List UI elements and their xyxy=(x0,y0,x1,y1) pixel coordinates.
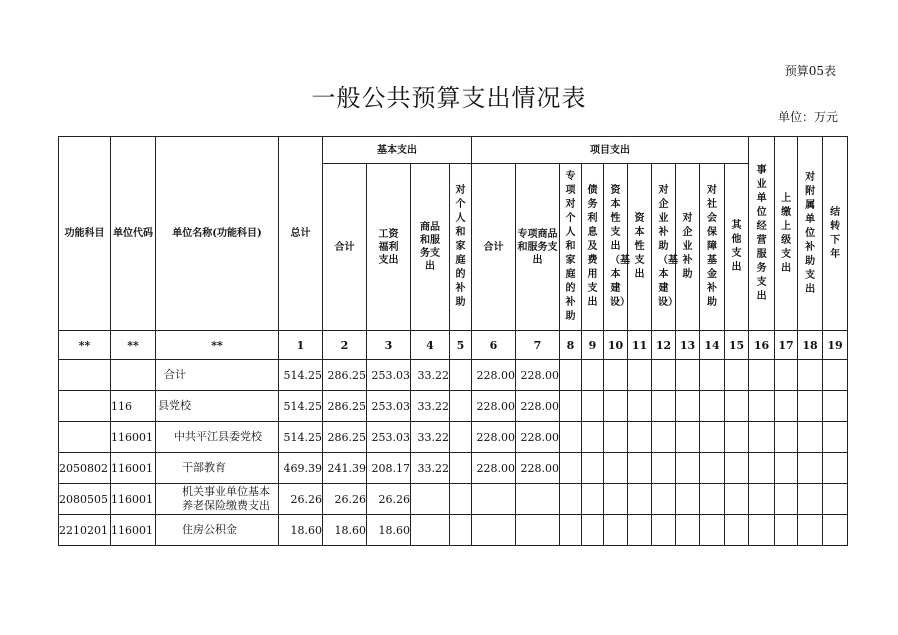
value-cell-b-total: 286.25 xyxy=(323,391,367,422)
empty-cell xyxy=(725,360,749,391)
index-cell: 16 xyxy=(749,331,775,360)
empty-cell xyxy=(823,484,848,515)
table-row xyxy=(59,484,848,515)
empty-cell xyxy=(628,360,652,391)
header-p-ent-sub: 对企业补助（基本建设） xyxy=(652,164,676,331)
empty-cell xyxy=(676,453,700,484)
empty-cell xyxy=(823,515,848,546)
header-basic-group: 基本支出 xyxy=(323,137,472,164)
header-p-family: 专项对个人和家庭的补助 xyxy=(560,164,582,331)
value-cell-p-goods xyxy=(516,515,560,546)
index-cell: 5 xyxy=(450,331,472,360)
empty-cell xyxy=(749,515,775,546)
empty-cell xyxy=(798,422,823,453)
header-unitname: 单位名称(功能科目) xyxy=(156,137,279,331)
index-cell: 6 xyxy=(472,331,516,360)
value-cell-total: 18.60 xyxy=(279,515,323,546)
empty-cell xyxy=(775,515,798,546)
index-cell: 2 xyxy=(323,331,367,360)
empty-cell xyxy=(676,360,700,391)
value-cell-b-total: 18.60 xyxy=(323,515,367,546)
value-cell-b-family xyxy=(450,515,472,546)
value-cell-b-goods xyxy=(411,484,450,515)
func-code-cell: 2080505 xyxy=(59,484,111,515)
empty-cell xyxy=(604,453,628,484)
value-cell-total: 469.39 xyxy=(279,453,323,484)
table-row xyxy=(59,453,848,484)
unit-code-cell xyxy=(111,360,156,391)
empty-cell xyxy=(582,391,604,422)
empty-cell xyxy=(749,484,775,515)
empty-cell xyxy=(823,453,848,484)
empty-cell xyxy=(775,360,798,391)
empty-cell xyxy=(676,484,700,515)
header-p-capital: 资本性支出（基本建设） xyxy=(604,164,628,331)
value-cell-b-family xyxy=(450,484,472,515)
value-cell-b-total: 286.25 xyxy=(323,422,367,453)
value-cell-p-total xyxy=(472,515,516,546)
empty-cell xyxy=(775,484,798,515)
unit-code-cell: 116001 xyxy=(111,453,156,484)
empty-cell xyxy=(582,360,604,391)
empty-cell xyxy=(700,453,725,484)
empty-cell xyxy=(652,360,676,391)
header-unitcode: 单位代码 xyxy=(111,137,156,331)
value-cell-total: 514.25 xyxy=(279,360,323,391)
unit-name-cell: 合计 xyxy=(156,360,279,391)
empty-cell xyxy=(628,515,652,546)
index-cell: 1 xyxy=(279,331,323,360)
header-carry: 结转下年 xyxy=(823,137,848,331)
empty-cell xyxy=(700,515,725,546)
unit-name-cell: 中共平江县委党校 xyxy=(156,422,279,453)
empty-cell xyxy=(676,391,700,422)
header-p-capital2: 资本性支出 xyxy=(628,164,652,331)
index-cell: 17 xyxy=(775,331,798,360)
index-cell: ** xyxy=(59,331,111,360)
empty-cell xyxy=(604,515,628,546)
empty-cell xyxy=(604,360,628,391)
value-cell-p-goods: 228.00 xyxy=(516,391,560,422)
header-total: 总计 xyxy=(279,137,323,331)
header-op: 事业单位经营服务支出 xyxy=(749,137,775,331)
header-b-family: 对个人和家庭的补助 xyxy=(450,164,472,331)
empty-cell xyxy=(652,453,676,484)
header-p-debt: 债务利息及费用支出 xyxy=(582,164,604,331)
empty-cell xyxy=(749,360,775,391)
index-cell: 14 xyxy=(700,331,725,360)
table-row xyxy=(59,360,848,391)
empty-cell xyxy=(652,484,676,515)
empty-cell xyxy=(582,453,604,484)
header-affil: 对附属单位补助支出 xyxy=(798,137,823,331)
empty-cell xyxy=(700,422,725,453)
func-code-cell xyxy=(59,422,111,453)
empty-cell xyxy=(628,453,652,484)
empty-cell xyxy=(749,422,775,453)
unit-code-cell: 116001 xyxy=(111,484,156,515)
value-cell-b-wage: 26.26 xyxy=(367,484,411,515)
empty-cell xyxy=(775,391,798,422)
table-row xyxy=(59,422,848,453)
empty-cell xyxy=(604,391,628,422)
index-cell: 8 xyxy=(560,331,582,360)
index-cell: 4 xyxy=(411,331,450,360)
empty-cell xyxy=(823,360,848,391)
empty-cell xyxy=(798,360,823,391)
header-upper: 上缴上级支出 xyxy=(775,137,798,331)
empty-cell xyxy=(725,515,749,546)
empty-cell xyxy=(560,484,582,515)
empty-cell xyxy=(604,484,628,515)
header-p-goods: 专项商品和服务支出 xyxy=(516,164,560,331)
value-cell-p-total: 228.00 xyxy=(472,453,516,484)
index-cell: 9 xyxy=(582,331,604,360)
index-cell: 13 xyxy=(676,331,700,360)
value-cell-b-wage: 253.03 xyxy=(367,422,411,453)
value-cell-p-total xyxy=(472,484,516,515)
value-cell-p-goods xyxy=(516,484,560,515)
empty-cell xyxy=(652,422,676,453)
func-code-cell xyxy=(59,360,111,391)
empty-cell xyxy=(700,484,725,515)
func-code-cell: 2050802 xyxy=(59,453,111,484)
empty-cell xyxy=(628,391,652,422)
value-cell-b-total: 241.39 xyxy=(323,453,367,484)
table-row xyxy=(59,515,848,546)
empty-cell xyxy=(676,515,700,546)
header-b-total: 合计 xyxy=(323,164,367,331)
value-cell-p-total: 228.00 xyxy=(472,391,516,422)
empty-cell xyxy=(652,515,676,546)
empty-cell xyxy=(775,453,798,484)
empty-cell xyxy=(700,391,725,422)
empty-cell xyxy=(604,422,628,453)
empty-cell xyxy=(628,484,652,515)
table-body xyxy=(59,360,848,546)
value-cell-b-family xyxy=(450,360,472,391)
empty-cell xyxy=(798,515,823,546)
index-cell: ** xyxy=(156,331,279,360)
func-code-cell: 2210201 xyxy=(59,515,111,546)
empty-cell xyxy=(749,453,775,484)
empty-cell xyxy=(749,391,775,422)
empty-cell xyxy=(725,391,749,422)
empty-cell xyxy=(725,422,749,453)
header-b-goods: 商品和服务支出 xyxy=(411,164,450,331)
header-b-wage: 工资福利支出 xyxy=(367,164,411,331)
value-cell-b-family xyxy=(450,453,472,484)
empty-cell xyxy=(700,360,725,391)
empty-cell xyxy=(798,484,823,515)
index-cell: 18 xyxy=(798,331,823,360)
unit-name-cell: 县党校 xyxy=(156,391,279,422)
empty-cell xyxy=(560,422,582,453)
value-cell-b-wage: 253.03 xyxy=(367,391,411,422)
unit-label: 单位：万元 xyxy=(777,110,838,124)
value-cell-b-total: 286.25 xyxy=(323,360,367,391)
index-cell: 10 xyxy=(604,331,628,360)
value-cell-total: 26.26 xyxy=(279,484,323,515)
empty-cell xyxy=(582,422,604,453)
header-func: 功能科目 xyxy=(59,137,111,331)
value-cell-b-wage: 253.03 xyxy=(367,360,411,391)
empty-cell xyxy=(798,453,823,484)
header-p-social: 对社会保障基金补助 xyxy=(700,164,725,331)
index-cell: 3 xyxy=(367,331,411,360)
unit-name-cell: 住房公积金 xyxy=(156,515,279,546)
unit-code-cell: 116 xyxy=(111,391,156,422)
index-cell: 11 xyxy=(628,331,652,360)
value-cell-b-wage: 208.17 xyxy=(367,453,411,484)
value-cell-b-total: 26.26 xyxy=(323,484,367,515)
form-code: 预算05表 xyxy=(784,64,836,78)
header-project-group: 项目支出 xyxy=(472,137,749,164)
header-p-total: 合计 xyxy=(472,164,516,331)
unit-name-cell: 干部教育 xyxy=(156,453,279,484)
empty-cell xyxy=(725,484,749,515)
value-cell-b-goods: 33.22 xyxy=(411,422,450,453)
unit-name-cell: 机关事业单位基本养老保险缴费支出 xyxy=(156,484,279,515)
value-cell-b-wage: 18.60 xyxy=(367,515,411,546)
empty-cell xyxy=(628,422,652,453)
value-cell-b-goods: 33.22 xyxy=(411,391,450,422)
value-cell-total: 514.25 xyxy=(279,422,323,453)
empty-cell xyxy=(798,391,823,422)
budget-table xyxy=(58,136,848,546)
empty-cell xyxy=(652,391,676,422)
index-cell: 15 xyxy=(725,331,749,360)
index-cell: 7 xyxy=(516,331,560,360)
value-cell-p-goods: 228.00 xyxy=(516,422,560,453)
header-p-other: 其他支出 xyxy=(725,164,749,331)
header-p-ent: 对企业补助 xyxy=(676,164,700,331)
unit-code-cell: 116001 xyxy=(111,422,156,453)
empty-cell xyxy=(560,360,582,391)
page-title: 一般公共预算支出情况表 xyxy=(311,84,587,112)
value-cell-p-goods: 228.00 xyxy=(516,360,560,391)
value-cell-p-total: 228.00 xyxy=(472,422,516,453)
value-cell-b-goods: 33.22 xyxy=(411,453,450,484)
value-cell-b-family xyxy=(450,422,472,453)
empty-cell xyxy=(560,391,582,422)
empty-cell xyxy=(560,515,582,546)
index-cell: 12 xyxy=(652,331,676,360)
empty-cell xyxy=(560,453,582,484)
value-cell-b-goods xyxy=(411,515,450,546)
func-code-cell xyxy=(59,391,111,422)
value-cell-p-goods: 228.00 xyxy=(516,453,560,484)
empty-cell xyxy=(775,422,798,453)
value-cell-total: 514.25 xyxy=(279,391,323,422)
table-row xyxy=(59,391,848,422)
value-cell-b-family xyxy=(450,391,472,422)
value-cell-p-total: 228.00 xyxy=(472,360,516,391)
empty-cell xyxy=(823,422,848,453)
empty-cell xyxy=(823,391,848,422)
empty-cell xyxy=(676,422,700,453)
index-cell: 19 xyxy=(823,331,848,360)
empty-cell xyxy=(582,484,604,515)
empty-cell xyxy=(725,453,749,484)
index-cell: ** xyxy=(111,331,156,360)
index-row xyxy=(59,331,848,360)
value-cell-b-goods: 33.22 xyxy=(411,360,450,391)
empty-cell xyxy=(582,515,604,546)
unit-code-cell: 116001 xyxy=(111,515,156,546)
